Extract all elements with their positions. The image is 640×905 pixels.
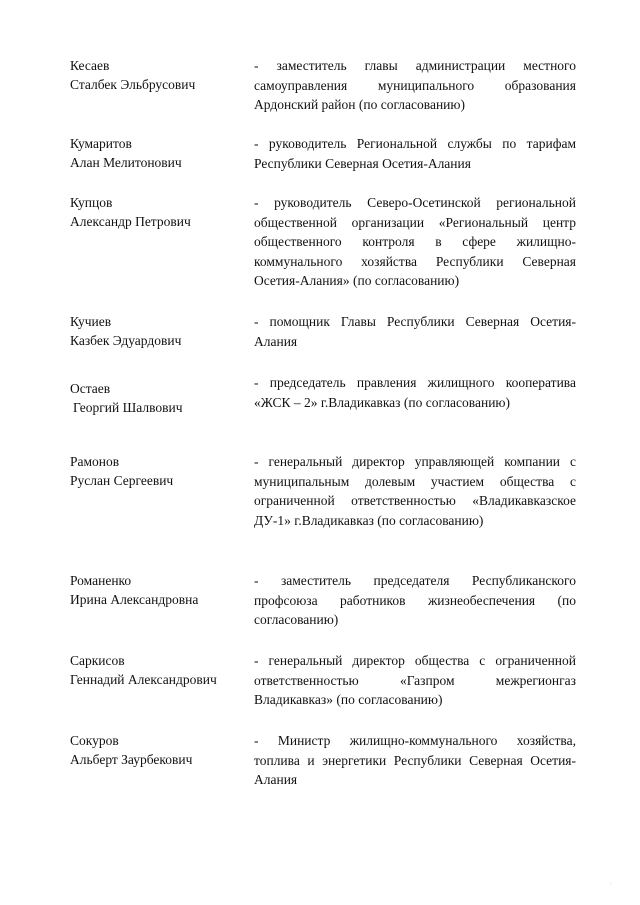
member-role: - руководитель Северо-Осетинской региональной общественной организации «Региональный центр общественного контроля в сфере жилищно-коммунального хозяйства Республики Северная Осетия-Алания» (по согласованию) [254,195,576,288]
member-role: - заместитель главы администрации местного самоуправления муниципального образования Ардонский район (по согласованию) [254,58,576,112]
member-role: - помощник Главы Республики Северная Осетия-Алания [254,314,576,349]
member-role: - руководитель Региональной службы по тарифам Республики Северная Осетия-Алания [254,136,576,171]
member-name [70,571,245,609]
member-surname: Купцов [70,195,113,210]
member-given-name: Геннадий Александрович [70,672,217,687]
member-surname: Саркисов [70,653,125,668]
member-given-name: Георгий Шалвович [73,400,183,415]
member-name [70,193,245,231]
member-surname: Рамонов [70,454,120,469]
member-role: - Министр жилищно-коммунального хозяйства, топлива и энергетики Республики Северная Осетия-Алания [254,733,576,787]
scan-speck: · [610,881,612,887]
member-given-name: Альберт Заурбекович [70,752,193,767]
member-given-name: Александр Петрович [70,214,191,229]
member-surname: Романенко [70,573,132,588]
member-surname: Остаев [70,381,111,396]
member-name [70,379,245,417]
member-name [70,56,245,94]
member-given-name: Алан Мелитонович [70,155,182,170]
member-role: - генеральный директор общества с ограниченной ответственностью «Газпром межрегионгаз Владикавказ» (по согласованию) [254,653,576,707]
member-name [70,452,245,490]
member-given-name: Ирина Александровна [70,592,199,607]
member-role: - председатель правления жилищного кооператива «ЖСК – 2» г.Владикавказ (по согласованию) [254,375,576,410]
member-surname: Кумаритов [70,136,132,151]
member-role: - заместитель председателя Республиканского профсоюза работников жизнеобеспечения (по согласованию) [254,573,576,627]
member-name [70,731,245,769]
member-given-name: Сталбек Эльбрусович [70,77,196,92]
member-name [70,651,245,689]
member-surname: Сокуров [70,733,119,748]
member-role: - генеральный директор управляющей компании с муниципальным долевым участием общества с ограниченной ответственностью «Владикавказское ДУ-1» г.Владикавказ (по согласованию) [254,454,576,528]
member-surname: Кучиев [70,314,112,329]
member-given-name: Руслан Сергеевич [70,473,174,488]
member-name [70,312,245,350]
member-given-name: Казбек Эдуардович [70,333,182,348]
member-surname: Кесаев [70,58,110,73]
member-name [70,134,245,172]
